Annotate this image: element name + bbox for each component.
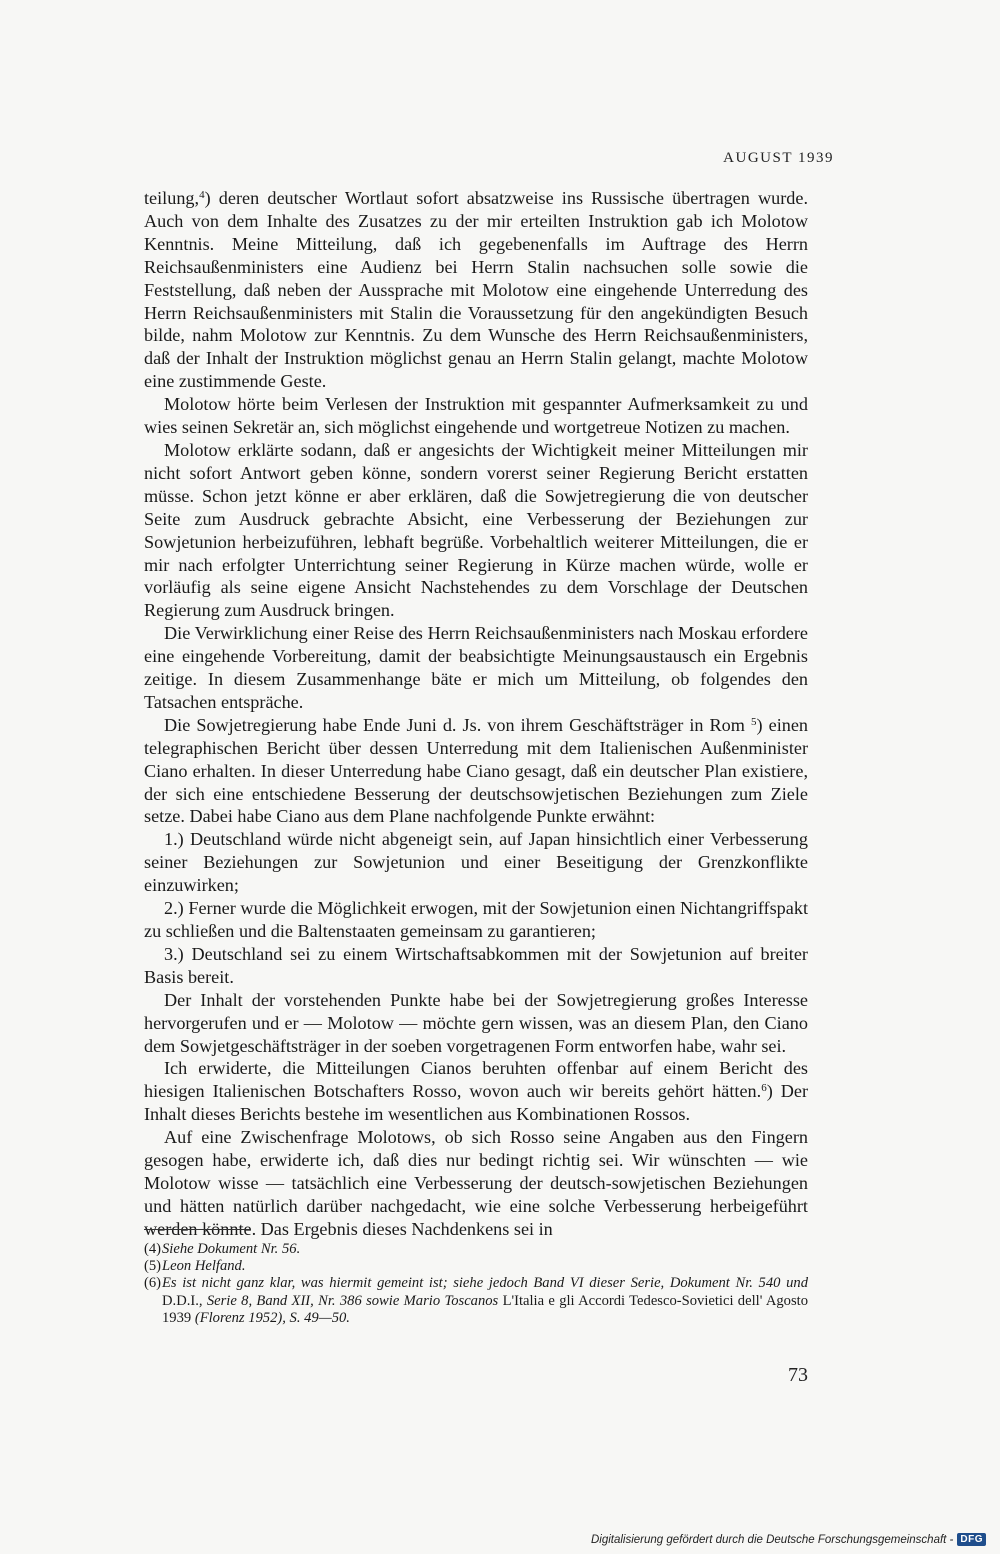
digitization-credit [591, 1533, 986, 1546]
footnote [144, 1241, 808, 1258]
paragraph: Ich erwiderte, die Mitteilungen Cianos beruhten offenbar auf einem Bericht des hiesigen Italienischen Botschafters Rosso, wovon auch wir bereits gehört hätten.$^6$) Der Inhalt dieses Berichts bestehe im wesentlichen aus Kombinationen Rossos. [144, 1058, 808, 1125]
list-item: 1.) Deutschland würde nicht abgeneigt sein, auf Japan hinsichtlich einer Verbesserung seiner Beziehungen zur Sowjetunion und einer Beseitigung der Grenzkonflikte einzuwirken; [144, 829, 808, 896]
footnote [144, 1275, 808, 1327]
paragraph-text: deren deutscher Wortlaut sofort absatzweise ins Russische übertragen wurde. Auch von dem Inhalte des Zusatzes zu der mir erteilten Instruktion gab ich Molotow Kenntnis. Meine Mitteilung, daß ich gegebenenfalls im Auftrage des Herrn Reichsaußenministers eine Audienz bei Herrn Stalin nachsuchen solle sowie die Feststellung, daß neben der Aussprache mit Molotow eine eingehende Unterredung des Herrn Reichsaußenministers mit Stalin die Voraussetzung für den angekündigten Besuch bilde, nahm Molotow zur Kenntnis. Zu dem Wunsche des Herrn Reichsaußenministers, daß der Inhalt der Instruktion möglichst genau an Herrn Stalin gelangt, machte Molotow eine zustimmende Geste. [144, 188, 809, 392]
paragraph: Die Sowjetregierung habe Ende Juni d. Js. von ihrem Geschäftsträger in Rom $^5$) einen telegraphischen Bericht über dessen Unterredung mit dem Italienischen Außenminister Ciano erhalten. In dieser Unterredung habe Ciano gesagt, daß ein deutscher Plan existiere, der sich eine entschiedene Besserung der deutschsowjetischen Beziehungen zum Ziele setze. Dabei habe Ciano aus dem Plane nachfolgende Punkte erwähnt: [144, 714, 809, 827]
footnotes [144, 1241, 808, 1327]
footnote-ref: 4 [199, 189, 205, 201]
paragraph: Auf eine Zwischenfrage Molotows, ob sich Rosso seine Angaben aus den Fingern gesogen habe, erwiderte ich, daß dies nur bedingt richtig sei. Wir wünschten — wie Molotow wisse — tatsächlich eine Verbesserung der deutsch-sowjetischen Beziehungen und hätten natürlich darüber nachgedacht, wie eine solche Verbesserung herbeigeführt werden könnte. Das Ergebnis dieses Nachdenkens sei in [144, 1127, 808, 1239]
footnote [144, 1258, 808, 1275]
running-head: AUGUST 1939 [723, 150, 834, 166]
footnote-ref: 5 [750, 715, 757, 728]
footnote-ref: 6 [761, 1082, 767, 1095]
list-item: 3.) Deutschland sei zu einem Wirtschaftsabkommen mit der Sowjetunion auf breiter Basis bereit. [144, 943, 808, 987]
paragraph: Molotow erklärte sodann, daß er angesichts der Wichtigkeit meiner Mitteilungen mir nicht sofort Antwort geben könne, sondern vorerst seiner Regierung Bericht erstatten müsse. Schon jetzt könne er aber erklären, daß die Sowjetregierung die von deutscher Seite zum Ausdruck gebrachte Absicht, eine Verbesserung der Beziehungen zur Sowjetunion herbeizuführen, lebhaft begrüße. Vorbehaltlich weiterer Mitteilungen, die er mir nach erfolgter Unterrichtung seiner Regierung in Kürze machen würde, wolle er vorläufig als seine eigene Ansicht Nachstehendes zu dem Vorschlage der Deutschen Regierung zum Ausdruck bringen. [144, 439, 808, 621]
footnote-divider [144, 1229, 250, 1230]
paragraph: Die Verwirklichung einer Reise des Herrn Reichsaußenministers nach Moskau erfordere eine eingehende Vorbereitung, damit der beabsichtigte Meinungsaustausch ein Ergebnis zeitige. In diesem Zusammenhange bäte er mich um Mitteilung, ob folgendes den Tatsachen entspräche. [144, 623, 808, 712]
page-number: 73 [788, 1364, 808, 1386]
footnote-mark: (4) [144, 1241, 162, 1257]
paragraph-lead: teilung, [144, 188, 200, 208]
list-item: 2.) Ferner wurde die Möglichkeit erwogen, mit der Sowjetunion einen Nichtangriffspakt zu schließen und die Baltenstaaten gemeinsam zu garantieren; [144, 898, 808, 941]
footnote-mark: (5) [144, 1258, 162, 1275]
paragraph: Der Inhalt der vorstehenden Punkte habe bei der Sowjetregierung großes Interesse hervorgerufen und er — Molotow — möchte gern wissen, was an diesem Plan, den Ciano dem Sowjetgeschäftsträger in der soeben vorgetragenen Form entworfen habe, wahr sei. [144, 989, 808, 1056]
body-text [144, 187, 808, 1241]
credit-text: Digitalisierung gefördert durch die Deutsche Forschungsgemeinschaft - [590, 1533, 954, 1546]
footnote-text: Es ist nicht ganz klar, was hiermit gemeint ist; siehe jedoch Band VI dieser Serie, Dokument Nr. 540 und D.D.I., Serie 8, Band XII, Nr. 386 sowie Mario Toscanos L'Italia e gli Accordi Tedesco-Sovietici dell' Agosto 1939 (Florenz 1952), S. 49—50. [162, 1275, 808, 1326]
footnote-text: Leon Helfand. [162, 1258, 246, 1275]
footnote-text: Siehe Dokument Nr. 56. [162, 1241, 301, 1257]
paragraph: Molotow hörte beim Verlesen der Instruktion mit gespannter Aufmerksamkeit zu und wies seinen Sekretär an, sich möglichst eingehende und wortgetreue Notizen zu machen. [144, 394, 808, 438]
dfg-logo: DFG [957, 1533, 986, 1546]
paragraph: teilung,$^4$) deren deutscher Wortlaut sofort absatzweise ins Russische übertragen wurde. Auch von dem Inhalte des Zusatzes zu der mir erteilten Instruktion gab ich Molotow Kenntnis. Meine Mitteilung, daß ich gegebenenfalls im Auftrage des Herrn Reichsaußenministers eine Audienz bei Herrn Stalin nachsuchen solle sowie die Feststellung, daß neben der Aussprache mit Molotow eine eingehende Unterredung des Herrn Reichsaußenministers mit Stalin die Voraussetzung für den angekündigten Besuch bilde, nahm Molotow zur Kenntnis. Zu dem Wunsche des Herrn Reichsaußenministers, daß der Inhalt der Instruktion möglichst genau an Herrn Stalin gelangt, machte Molotow eine zustimmende Geste. [144, 188, 809, 392]
footnote-mark: (6) [144, 1275, 162, 1292]
